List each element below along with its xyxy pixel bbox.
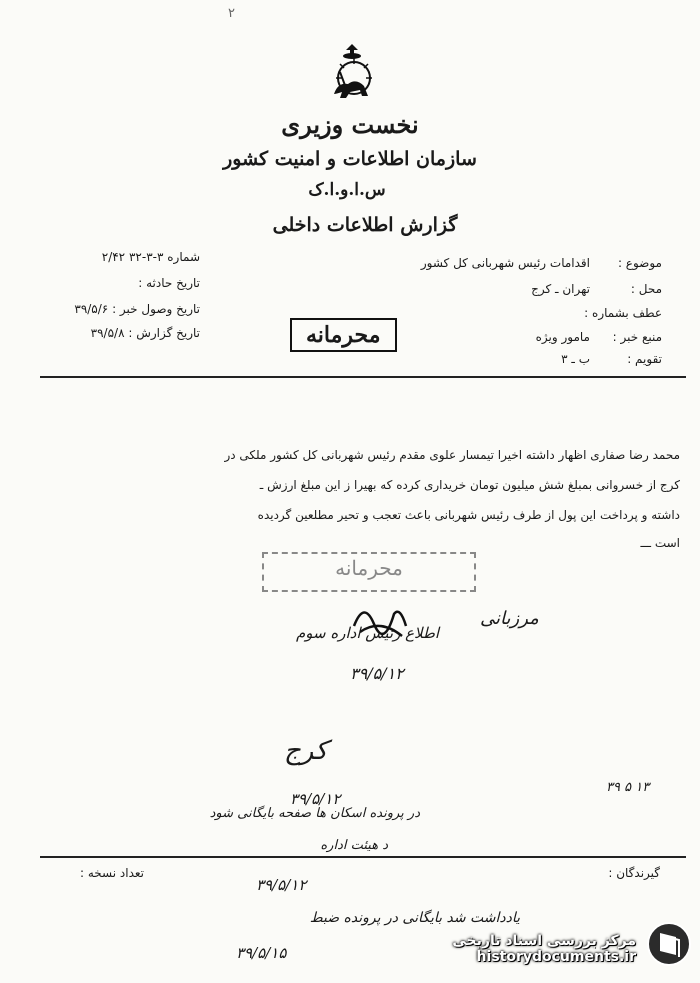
document-number: شماره ۳-۳-۳۲ ۲/۴۲ (101, 250, 200, 264)
agency-line-3: س.ا.و.ا.ک (308, 180, 386, 200)
classification-stamp: محرمانه (290, 318, 397, 352)
handwritten-note-5: د هیئت اداره (320, 838, 388, 853)
page-mark: ۲ (228, 6, 235, 21)
watermark-site: historydocuments.ir (476, 949, 636, 965)
agency-line-1: نخست وزیری (281, 110, 419, 139)
handwritten-note-2: اطلاع رئیس اداره سوم (296, 624, 440, 642)
handwritten-note-6: ۳۹ ۵ ۱۳ (606, 780, 650, 795)
footer-divider (40, 856, 686, 858)
subject-value: اقدامات رئیس شهربانی کل کشور (420, 256, 590, 270)
copies-label: تعداد نسخه : (80, 866, 145, 880)
body-line-2: کرج از خسروانی بمبلغ شش میلیون تومان خریداری کرده که بهیرا ز این مبلغ ارزش ـ (259, 478, 680, 492)
reference-label: عطف بشماره : (584, 306, 662, 320)
watermark (452, 933, 636, 965)
body-line-1: محمد رضا صفاری اظهار داشته اخیرا تیمسار علوی مقدم رئیس شهربانی کل کشور ملکی در (224, 448, 680, 462)
subject-label: موضوع : (617, 256, 662, 270)
body-line-4: است ـــ (640, 536, 680, 550)
place-label: محل : (630, 282, 662, 296)
evaluation-label: تقویم : (627, 352, 662, 366)
handwritten-date-2: ۳۹/۵/۱۲ (290, 790, 341, 808)
document-logo-icon (646, 921, 692, 967)
signature-scribble-icon (350, 596, 410, 642)
header-divider (40, 376, 686, 378)
handwritten-note-3: کرج (284, 736, 328, 766)
handwritten-bottom-note: یادداشت شد بایگانی در پرونده ضبط (309, 910, 520, 926)
place-value: تهران ـ کرج (531, 282, 590, 296)
lion-and-sun-emblem-icon (324, 42, 380, 104)
handwritten-note-1: مرزبانی (480, 608, 539, 629)
report-date: تاریخ گزارش : ۳۹/۵/۸ (90, 326, 200, 340)
agency-line-2: سازمان اطلاعات و امنیت کشور (223, 148, 477, 170)
source-value: مامور ویژه (535, 330, 590, 344)
handwritten-bottom-date: ۳۹/۵/۱۵ (236, 944, 287, 962)
handwritten-date-1: ۳۹/۵/۱۲ (350, 664, 404, 683)
evaluation-value: ب ـ ۳ (561, 352, 590, 366)
received-date: تاریخ وصول خبر : ۳۹/۵/۶ (74, 302, 200, 316)
report-title: گزارش اطلاعات داخلی (272, 214, 458, 236)
source-label: منبع خبر : (612, 330, 662, 344)
handwritten-note-4: در پرونده اسکان ها صفحه بایگانی شود (209, 806, 420, 821)
incident-date-label: تاریخ حادثه : (138, 276, 200, 290)
handwritten-date-3: ۳۹/۵/۱۲ (256, 876, 307, 894)
faded-classification-stamp: محرمانه (262, 552, 476, 592)
body-line-3: داشته و پرداخت این پول از طرف رئیس شهربانی باعث تعجب و تحیر مطلعین گردیده (257, 508, 680, 522)
recipients-label: گیرندگان : (608, 866, 660, 880)
watermark-name: مرکز بررسی اسناد تاریخی (452, 933, 636, 949)
